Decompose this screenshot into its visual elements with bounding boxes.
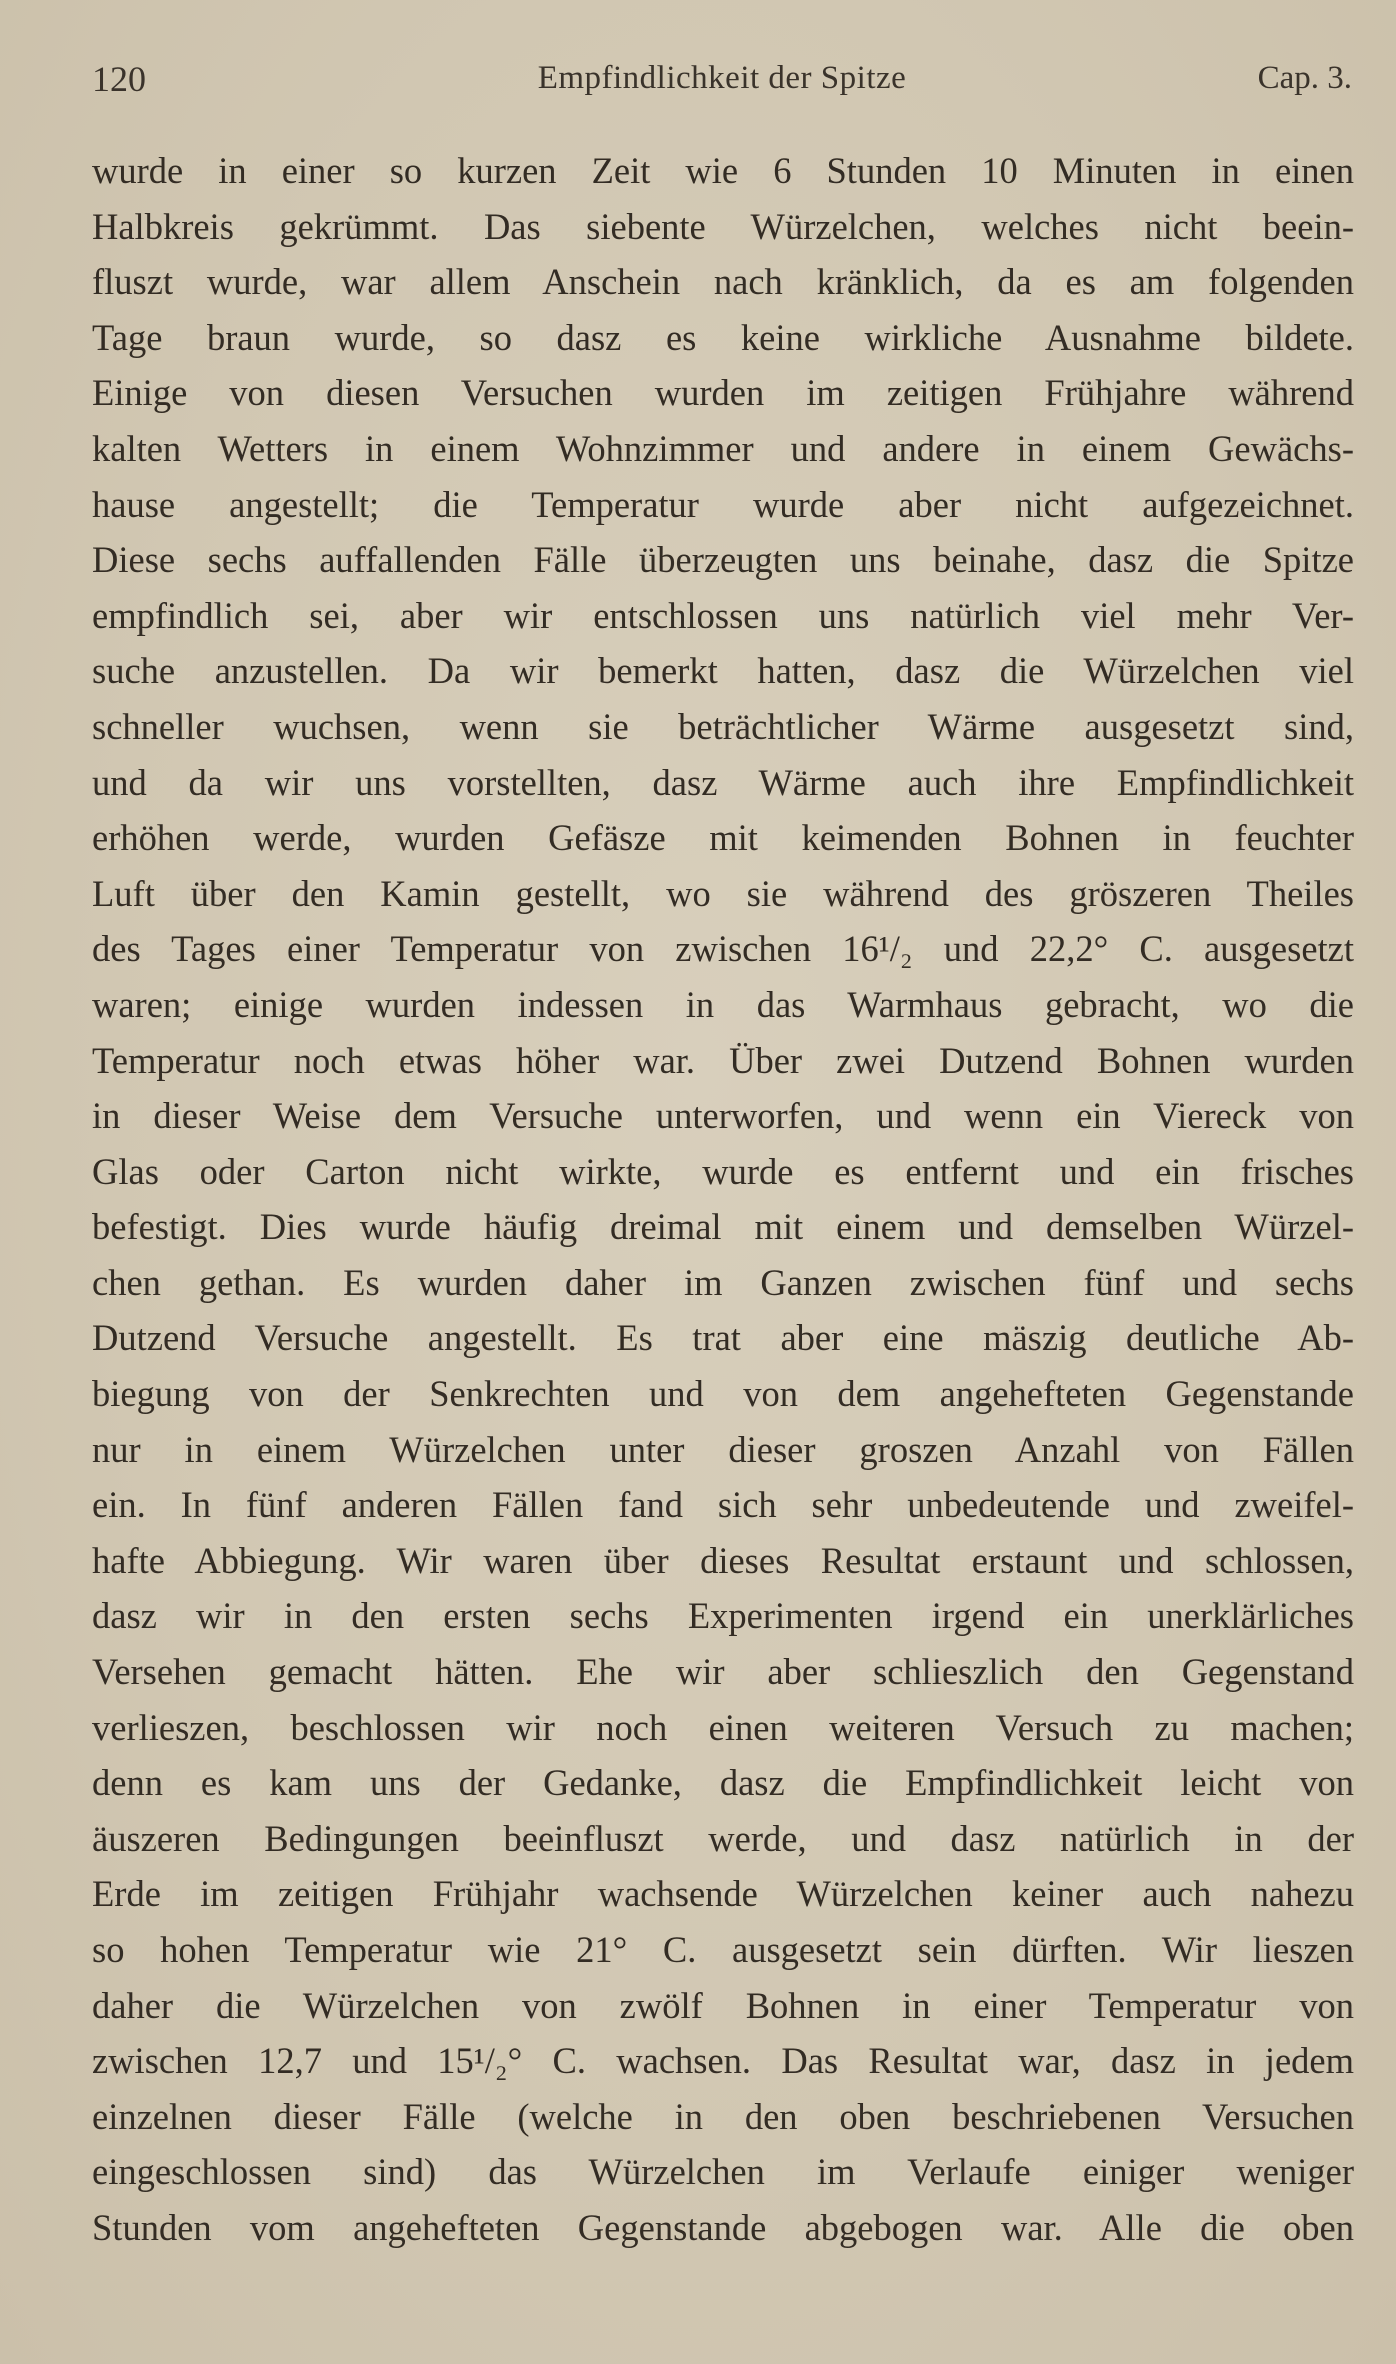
text-line: empfindlich sei, aber wir entschlossen uns natürlich viel mehr Ver- bbox=[92, 594, 1354, 636]
text-line: befestigt. Dies wurde häufig dreimal mit einem und demselben Würzel- bbox=[92, 1206, 1354, 1248]
text-line: Versehen gemacht hätten. Ehe wir aber schlieszlich den Gegenstand bbox=[92, 1651, 1354, 1693]
text-line: Diese sechs auffallenden Fälle überzeugten uns beinahe, dasz die Spitze bbox=[92, 539, 1354, 581]
text-line: äuszeren Bedingungen beeinfluszt werde, und dasz natürlich in der bbox=[92, 1817, 1354, 1859]
chapter-label: Cap. 3. bbox=[1257, 60, 1352, 96]
text-line: Glas oder Carton nicht wirkte, wurde es entfernt und ein frisches bbox=[92, 1150, 1354, 1192]
text-line: Dutzend Versuche angestellt. Es trat aber eine mäszig deutliche Ab- bbox=[92, 1317, 1354, 1359]
text-line: so hohen Temperatur wie 21° C. ausgesetzt sein dürften. Wir lieszen bbox=[92, 1929, 1354, 1970]
text-line: denn es kam uns der Gedanke, dasz die Empfindlichkeit leicht von bbox=[92, 1762, 1354, 1804]
text-line: eingeschlossen sind) das Würzelchen im Verlaufe einiger weniger bbox=[92, 2151, 1354, 2193]
text-line: einzelnen dieser Fälle (welche in den oben beschriebenen Versuchen bbox=[92, 2095, 1354, 2137]
text-line: fluszt wurde, war allem Anschein nach kränklich, da es am folgenden bbox=[92, 261, 1354, 303]
text-line: dasz wir in den ersten sechs Experimenten irgend ein unerklärliches bbox=[92, 1595, 1354, 1637]
text-line: Tage braun wurde, so dasz es keine wirkliche Ausnahme bildete. bbox=[92, 316, 1354, 358]
text-line: des Tages einer Temperatur von zwischen 16¹/₂ und 22,2° C. ausgesetzt bbox=[92, 928, 1354, 970]
text-line: Temperatur noch etwas höher war. Über zwei Dutzend Bohnen wurden bbox=[92, 1039, 1354, 1081]
text-line: verlieszen, beschlossen wir noch einen weiteren Versuch zu machen; bbox=[92, 1706, 1354, 1748]
text-line: wurde in einer so kurzen Zeit wie 6 Stunden 10 Minuten in einen bbox=[92, 150, 1354, 191]
text-line: nur in einem Würzelchen unter dieser groszen Anzahl von Fällen bbox=[92, 1428, 1354, 1470]
text-line: ein. In fünf anderen Fällen fand sich sehr unbedeutende und zweifel- bbox=[92, 1484, 1354, 1526]
body-text bbox=[92, 143, 1354, 2256]
text-line: waren; einige wurden indessen in das Warmhaus gebracht, wo die bbox=[92, 983, 1354, 1025]
text-line: in dieser Weise dem Versuche unterworfen, und wenn ein Viereck von bbox=[92, 1095, 1354, 1137]
text-line: Erde im zeitigen Frühjahr wachsende Würzelchen keiner auch nahezu bbox=[92, 1873, 1354, 1915]
text-line: Stunden vom angehefteten Gegenstande abgebogen war. Alle die oben bbox=[92, 2206, 1354, 2248]
text-line: chen gethan. Es wurden daher im Ganzen zwischen fünf und sechs bbox=[92, 1261, 1354, 1303]
text-line: daher die Würzelchen von zwölf Bohnen in einer Temperatur von bbox=[92, 1984, 1354, 2026]
text-line: kalten Wetters in einem Wohnzimmer und andere in einem Gewächs- bbox=[92, 427, 1354, 469]
text-line: und da wir uns vorstellten, dasz Wärme auch ihre Empfindlichkeit bbox=[92, 761, 1354, 803]
text-line: Halbkreis gekrümmt. Das siebente Würzelchen, welches nicht beein- bbox=[92, 205, 1354, 247]
text-line: erhöhen werde, wurden Gefäsze mit keimenden Bohnen in feuchter bbox=[92, 817, 1354, 859]
running-title: Empfindlichkeit der Spitze bbox=[537, 60, 907, 96]
page-number: 120 bbox=[92, 59, 146, 99]
text-line: hause angestellt; die Temperatur wurde aber nicht aufgezeichnet. bbox=[92, 483, 1354, 525]
text-line: hafte Abbiegung. Wir waren über dieses Resultat erstaunt und schlossen, bbox=[92, 1539, 1354, 1581]
text-line: suche anzustellen. Da wir bemerkt hatten, dasz die Würzelchen viel bbox=[92, 650, 1354, 692]
text-line: zwischen 12,7 und 15¹/₂° C. wachsen. Das Resultat war, dasz in jedem bbox=[92, 2040, 1354, 2082]
page-header bbox=[92, 58, 1352, 108]
text-line: schneller wuchsen, wenn sie beträchtlicher Wärme ausgesetzt sind, bbox=[92, 705, 1354, 747]
text-line: Einige von diesen Versuchen wurden im zeitigen Frühjahre während bbox=[92, 372, 1354, 414]
text-line: biegung von der Senkrechten und von dem angehefteten Gegenstande bbox=[92, 1373, 1354, 1415]
text-line: Luft über den Kamin gestellt, wo sie während des gröszeren Theiles bbox=[92, 872, 1354, 914]
